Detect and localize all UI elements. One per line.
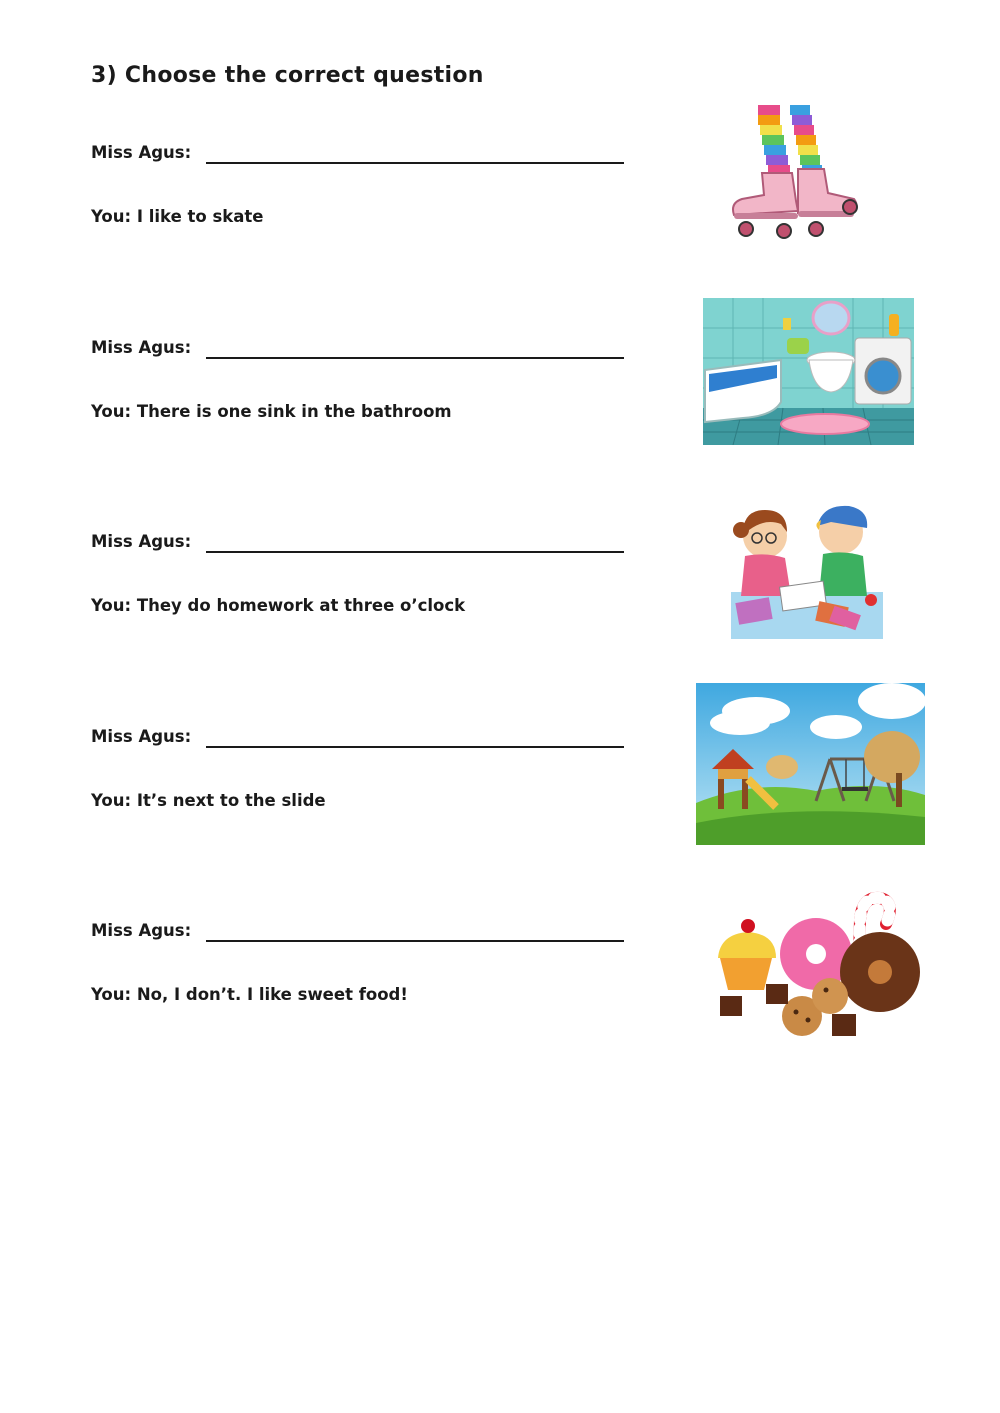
answer-line — [91, 402, 452, 421]
question-speaker-label: Miss Agus: — [91, 338, 192, 357]
answer-blank-input[interactable] — [206, 728, 624, 748]
sweet-food-picture — [710, 890, 930, 1045]
question-line — [91, 338, 624, 359]
question-line — [91, 727, 624, 748]
answer-blank-input[interactable] — [206, 339, 624, 359]
answer-text: No, I don’t. I like sweet food! — [136, 985, 408, 1004]
question-speaker-label: Miss Agus: — [91, 532, 192, 551]
kids-homework-picture — [731, 496, 883, 639]
question-speaker-label: Miss Agus: — [91, 143, 192, 162]
answer-line — [91, 791, 326, 810]
answer-speaker-label: You: — [91, 985, 137, 1004]
question-line — [91, 143, 624, 164]
question-speaker-label: Miss Agus: — [91, 921, 192, 940]
question-line — [91, 921, 624, 942]
answer-text: There is one sink in the bathroom — [136, 402, 452, 421]
answer-blank-input[interactable] — [206, 922, 624, 942]
answer-line — [91, 985, 408, 1004]
answer-text: It’s next to the slide — [136, 791, 326, 810]
answer-text: I like to skate — [136, 207, 264, 226]
answer-blank-input[interactable] — [206, 533, 624, 553]
answer-speaker-label: You: — [91, 791, 137, 810]
worksheet-title: 3) Choose the correct question — [91, 63, 484, 88]
answer-speaker-label: You: — [91, 207, 137, 226]
bathroom-picture — [703, 298, 914, 445]
question-speaker-label: Miss Agus: — [91, 727, 192, 746]
answer-line — [91, 596, 465, 615]
answer-speaker-label: You: — [91, 402, 137, 421]
roller-skates-picture — [728, 103, 863, 243]
answer-line — [91, 207, 264, 226]
answer-speaker-label: You: — [91, 596, 137, 615]
answer-text: They do homework at three o’clock — [136, 596, 466, 615]
question-line — [91, 532, 624, 553]
answer-blank-input[interactable] — [206, 144, 624, 164]
playground-picture — [696, 683, 925, 845]
